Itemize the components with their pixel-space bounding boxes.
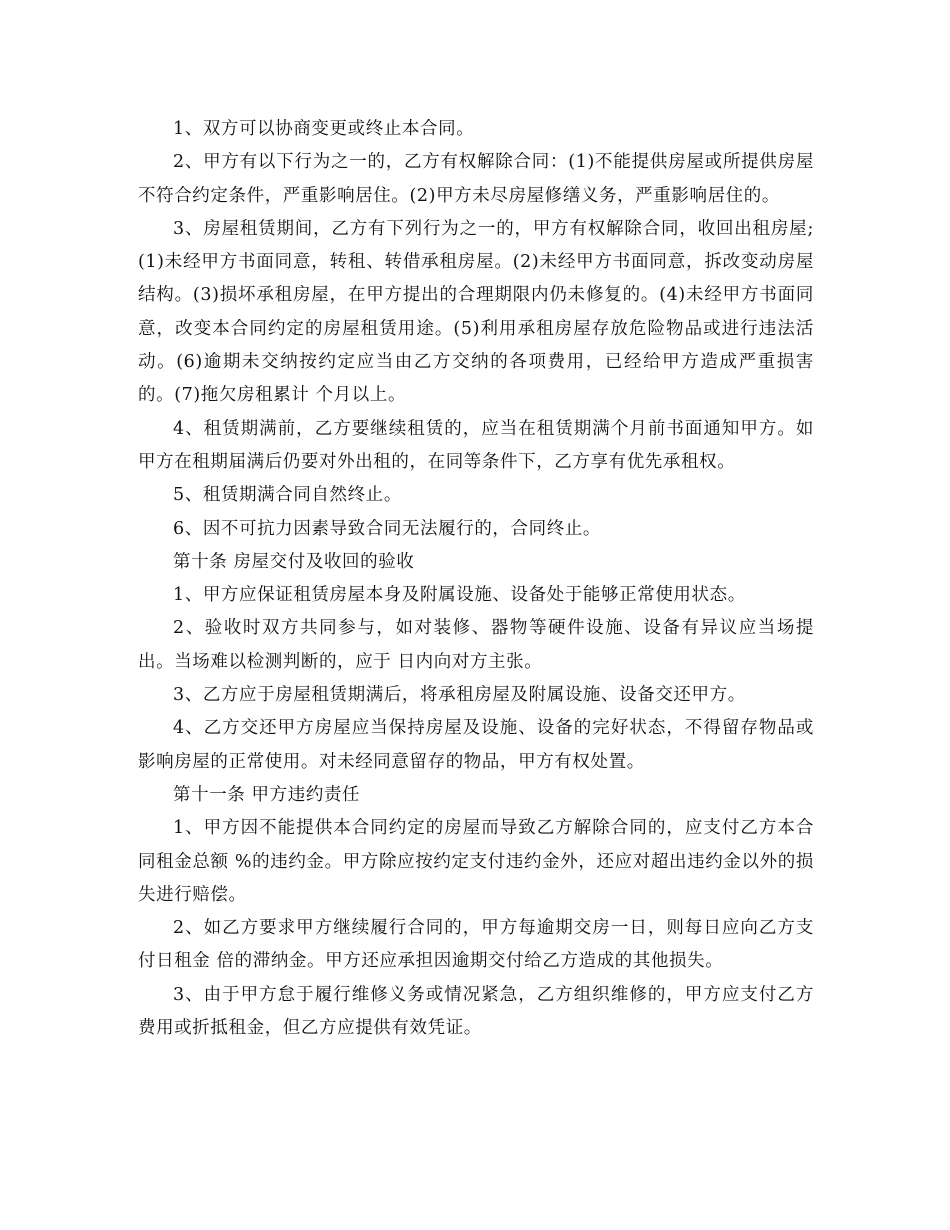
paragraph: 1、甲方应保证租赁房屋本身及附属设施、设备处于能够正常使用状态。 [173, 585, 746, 606]
paragraph: 3、乙方应于房屋租赁期满后，将承租房屋及附属设施、设备交还甲方。 [173, 685, 746, 706]
section-heading: 第十条 房屋交付及收回的验收 [173, 551, 415, 572]
paragraph: 6、因不可抗力因素导致合同无法履行的，合同终止。 [173, 518, 602, 539]
paragraph: 1、双方可以协商变更或终止本合同。 [173, 119, 475, 139]
paragraph: 1、甲方因不能提供本合同约定的房屋而导致乙方解除合同的，应支付乙方本合同租金总额 %的违约金。甲方除应按约定支付违约金外，还应对超出违约金以外的损失进行赔偿。 [138, 818, 814, 905]
document-page [138, 113, 814, 1045]
paragraph: 5、租赁期满合同自然终止。 [173, 485, 402, 506]
paragraph: 3、由于甲方怠于履行维修义务或情况紧急，乙方组织维修的，甲方应支付乙方费用或折抵租金，但乙方应提供有效凭证。 [138, 984, 814, 1039]
section-heading: 第十一条 甲方违约责任 [173, 784, 361, 805]
paragraph: 3、房屋租赁期间，乙方有下列行为之一的，甲方有权解除合同，收回出租房屋;(1)未经甲方书面同意，转租、转借承租房屋。(2)未经甲方书面同意，拆改变动房屋结构。(3)损坏承租房屋，在甲方提出的合理期限内仍未修复的。(4)未经甲方书面同意，改变本合同约定的房屋租赁用途。(5)利用承租房屋存放危险物品或进行违法活动。(6)逾期未交纳按约定应当由乙方交纳的各项费用，已经给甲方造成严重损害的。(7)拖欠房租累计 个月以上。 [138, 218, 814, 406]
paragraph: 2、如乙方要求甲方继续履行合同的，甲方每逾期交房一日，则每日应向乙方支付日租金 倍的滞纳金。甲方还应承担因逾期交付给乙方造成的其他损失。 [138, 918, 814, 972]
paragraph: 2、甲方有以下行为之一的，乙方有权解除合同：(1)不能提供房屋或所提供房屋不符合约定条件，严重影响居住。(2)甲方未尽房屋修缮义务，严重影响居住的。 [138, 152, 814, 206]
paragraph: 2、验收时双方共同参与，如对装修、器物等硬件设施、设备有异议应当场提出。当场难以检测判断的，应于 日内向对方主张。 [138, 618, 814, 672]
paragraph: 4、租赁期满前，乙方要继续租赁的，应当在租赁期满个月前书面通知甲方。如甲方在租期届满后仍要对外出租的，在同等条件下，乙方享有优先承租权。 [138, 418, 814, 472]
paragraph: 4、乙方交还甲方房屋应当保持房屋及设施、设备的完好状态，不得留存物品或影响房屋的正常使用。对未经同意留存的物品，甲方有权处置。 [138, 718, 814, 772]
